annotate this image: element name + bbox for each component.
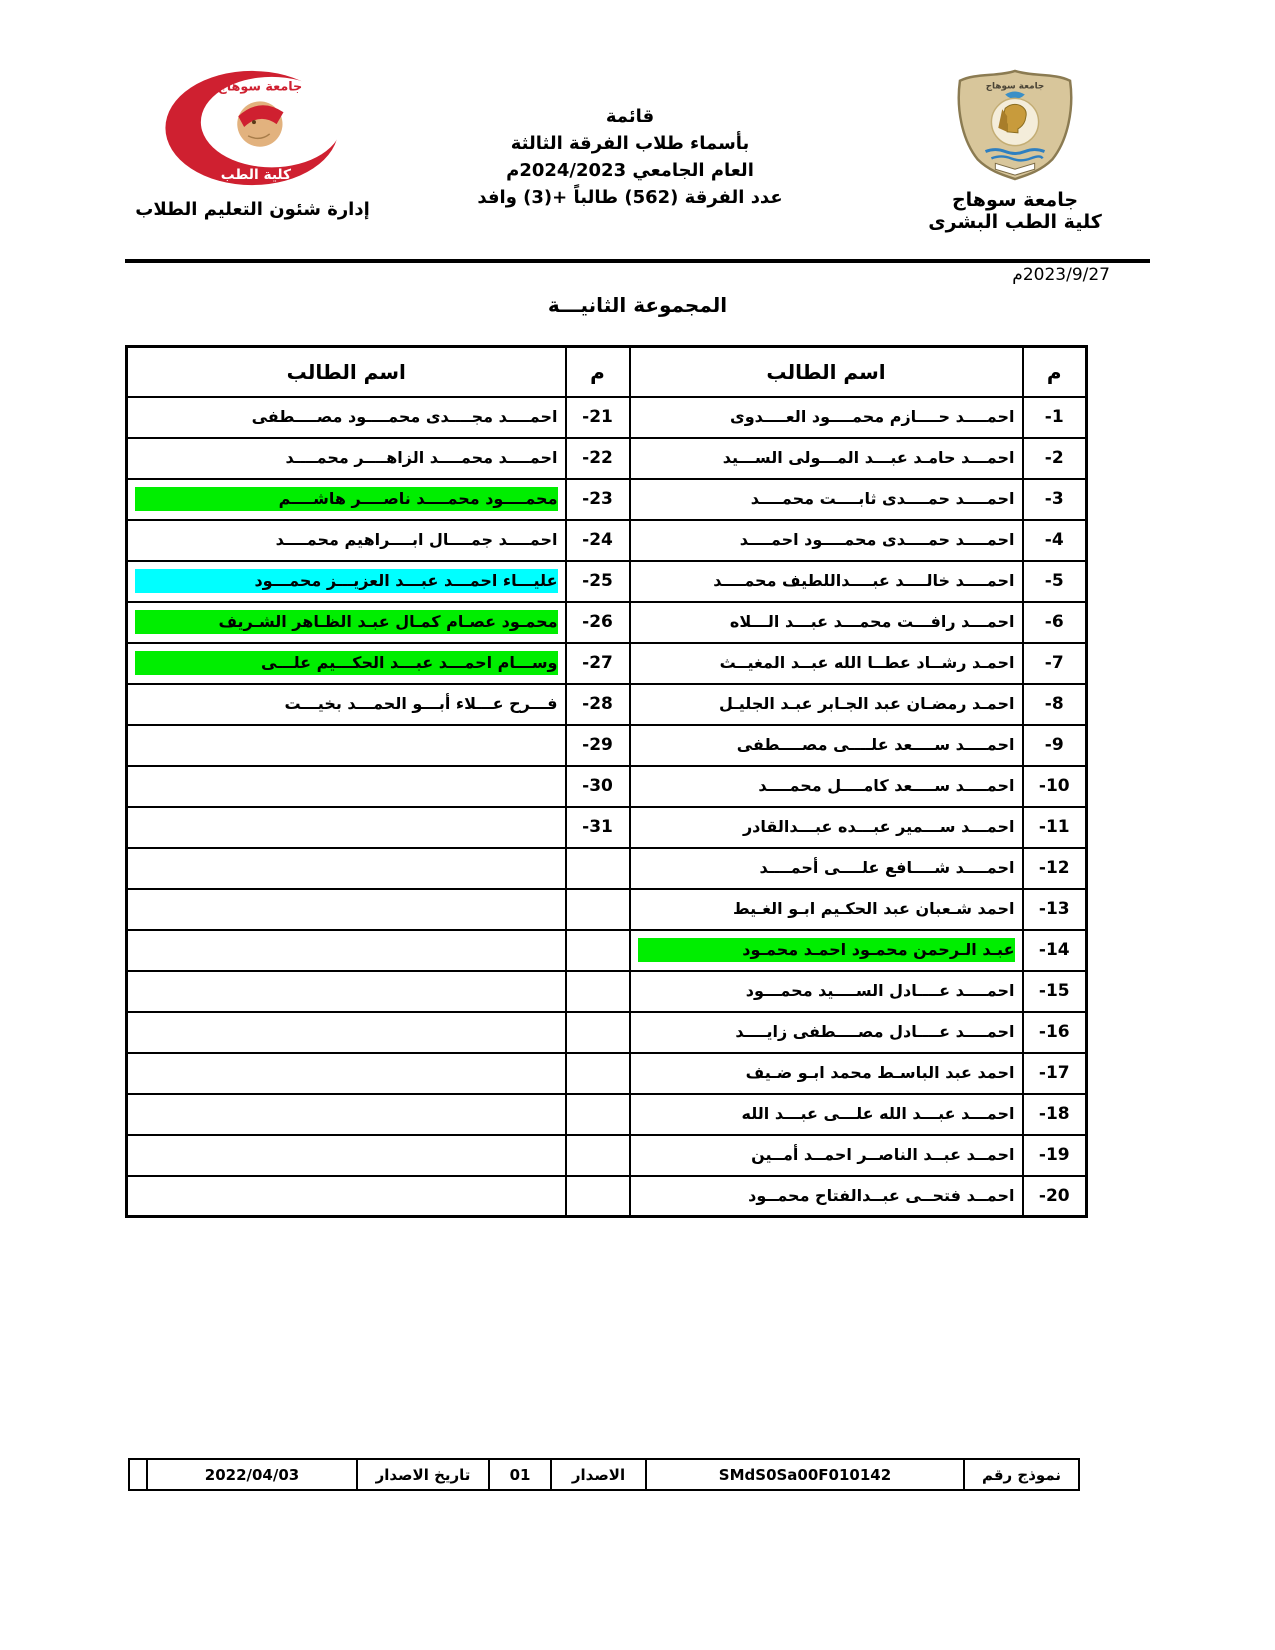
student-name-right: احمــــد حمــــدى محمــــود احمــــد [630, 520, 1023, 561]
student-name-left [127, 807, 566, 848]
student-name-left [127, 1053, 566, 1094]
student-name-right: احمـد رمضـان عبد الجـابر عبـد الجليـل [630, 684, 1023, 725]
student-name-left: احمــــد مجــــدى محمــــود مصــــطفى [127, 397, 566, 438]
table-row [127, 1094, 1087, 1135]
col-header-name-left: اسم الطالب [127, 347, 566, 397]
table-row [127, 971, 1087, 1012]
row-number-left [566, 930, 630, 971]
row-number-left: 29- [566, 725, 630, 766]
row-number-right: 5- [1023, 561, 1087, 602]
student-name-right: احمــد عبــد الناصــر احمــد أمــين [630, 1135, 1023, 1176]
footer-form-table [128, 1458, 1080, 1491]
table-row [127, 561, 1087, 602]
svg-text:جامعة سوهاج: جامعة سوهاج [985, 81, 1045, 92]
student-name-right: احمد عبد الباسـط محمد ابـو ضـيف [630, 1053, 1023, 1094]
student-table-body [127, 397, 1087, 1217]
table-row [127, 889, 1087, 930]
document-date: 2023/9/27م [1012, 265, 1110, 285]
row-number-right: 9- [1023, 725, 1087, 766]
table-header-row [127, 347, 1087, 397]
row-number-right: 12- [1023, 848, 1087, 889]
student-name-right: احمــــد شــــافع علــــى أحمــــد [630, 848, 1023, 889]
student-name-left [127, 848, 566, 889]
title-block [380, 55, 880, 211]
table-row [127, 643, 1087, 684]
table-row [127, 848, 1087, 889]
row-number-left: 31- [566, 807, 630, 848]
row-number-right: 8- [1023, 684, 1087, 725]
student-name-left [127, 971, 566, 1012]
table-row [127, 479, 1087, 520]
row-number-left: 26- [566, 602, 630, 643]
row-number-right: 19- [1023, 1135, 1087, 1176]
col-header-name-right: اسم الطالب [630, 347, 1023, 397]
row-number-left: 22- [566, 438, 630, 479]
student-name-left [127, 766, 566, 807]
footer-row [129, 1459, 1079, 1490]
university-shield-logo [949, 65, 1081, 181]
doc-title-line-4: عدد الفرقة (562) طالباً +(3) وافد [477, 187, 783, 208]
student-name-left: احمــــد محمــــد الزاهــــر محمــــد [127, 438, 566, 479]
svg-text:جامعة سوهاج: جامعة سوهاج [217, 79, 303, 95]
row-number-right: 16- [1023, 1012, 1087, 1053]
table-row [127, 1176, 1087, 1217]
page-header [125, 55, 1150, 247]
faculty-name: كلية الطب البشرى [928, 211, 1102, 233]
student-name-right: احمـــد عبـــد الله علـــى عبـــد الله [630, 1094, 1023, 1135]
table-row [127, 930, 1087, 971]
row-number-left: 25- [566, 561, 630, 602]
row-number-left: 27- [566, 643, 630, 684]
row-number-right: 17- [1023, 1053, 1087, 1094]
student-name-right: احمــــد حمــــدى ثابــــت محمــــد [630, 479, 1023, 520]
student-name-left [127, 1012, 566, 1053]
student-name-right: احمــــد عــــادل مصــــطفى زايــــد [630, 1012, 1023, 1053]
table-row [127, 438, 1087, 479]
row-number-right: 14- [1023, 930, 1087, 971]
row-number-right: 3- [1023, 479, 1087, 520]
faculty-medicine-logo [160, 67, 345, 189]
row-number-right: 7- [1023, 643, 1087, 684]
student-name-right: احمـــد حامـد عبـــد المـــولى الســـيد [630, 438, 1023, 479]
student-name-right: احمـد رشــاد عطــا الله عبــد المغيــث [630, 643, 1023, 684]
student-name-left: فـــرح عـــلاء أبـــو الحمـــد بخيـــت [127, 684, 566, 725]
student-name-right: عبـد الـرحمن محمـود احمـد محمـود [630, 930, 1023, 971]
table-row [127, 684, 1087, 725]
table-row [127, 1053, 1087, 1094]
form-number-value: SMdS0Sa00F010142 [646, 1459, 964, 1490]
row-number-right: 18- [1023, 1094, 1087, 1135]
student-name-right: احمـــد ســـمير عبـــده عبـــدالقادر [630, 807, 1023, 848]
footer-empty-cell [129, 1459, 147, 1490]
table-row [127, 766, 1087, 807]
table-row [127, 520, 1087, 561]
faculty-logo-block [125, 55, 380, 220]
row-number-left [566, 1094, 630, 1135]
student-name-left: محمــــود محمــــد ناصــــر هاشــــم [127, 479, 566, 520]
student-name-right: احمد شـعبان عبد الحكـيم ابـو الغـيط [630, 889, 1023, 930]
student-name-right: احمــــد حــــازم محمــــود العــــدوى [630, 397, 1023, 438]
university-block [880, 55, 1150, 233]
issue-label: الاصدار [551, 1459, 646, 1490]
col-header-number-right: م [1023, 347, 1087, 397]
doc-title-line-1: قائمة [605, 106, 655, 127]
student-name-left [127, 1135, 566, 1176]
issue-date-value: 2022/04/03 [147, 1459, 357, 1490]
row-number-left [566, 889, 630, 930]
student-name-right: احمــــد عــــادل الســــيد محمـــود [630, 971, 1023, 1012]
row-number-right: 15- [1023, 971, 1087, 1012]
row-number-left [566, 1012, 630, 1053]
form-number-label: نموذج رقم [964, 1459, 1079, 1490]
student-name-left [127, 1094, 566, 1135]
row-number-left [566, 1176, 630, 1217]
row-number-right: 4- [1023, 520, 1087, 561]
issue-date-label: تاريخ الاصدار [357, 1459, 489, 1490]
doc-title-line-2: بأسماء طلاب الفرقة الثالثة [510, 133, 750, 154]
row-number-left: 21- [566, 397, 630, 438]
student-name-left: محمـود عصـام كمـال عبـد الظـاهر الشـريف [127, 602, 566, 643]
table-row [127, 397, 1087, 438]
row-number-right: 20- [1023, 1176, 1087, 1217]
student-name-left [127, 1176, 566, 1217]
row-number-right: 2- [1023, 438, 1087, 479]
svg-text:كلية الطب: كلية الطب [220, 167, 292, 184]
doc-title-line-3: العام الجامعي 2024/2023م [506, 160, 754, 181]
student-name-right: احمــــد خالــــد عبــــداللطيف محمــــد [630, 561, 1023, 602]
row-number-right: 6- [1023, 602, 1087, 643]
student-name-left: وســـام احمـــد عبـــد الحكـــيم علـــى [127, 643, 566, 684]
student-name-right: احمــــد ســــعد علــــى مصــــطفى [630, 725, 1023, 766]
student-name-left [127, 889, 566, 930]
row-number-left [566, 1135, 630, 1176]
row-number-left: 24- [566, 520, 630, 561]
student-name-left: احمــــد جمــــال ابــــراهيم محمــــد [127, 520, 566, 561]
row-number-left: 30- [566, 766, 630, 807]
table-row [127, 602, 1087, 643]
row-number-right: 11- [1023, 807, 1087, 848]
student-name-left [127, 725, 566, 766]
student-name-right: احمـــد رافـــت محمـــد عبـــد الـــلاه [630, 602, 1023, 643]
student-name-right: احمــــد ســــعد كامــــل محمــــد [630, 766, 1023, 807]
student-name-left: عليـــاء احمـــد عبـــد العزيـــز محمـــود [127, 561, 566, 602]
row-number-left [566, 1053, 630, 1094]
row-number-left [566, 848, 630, 889]
row-number-left: 28- [566, 684, 630, 725]
department-label: إدارة شئون التعليم الطلاب [135, 199, 370, 220]
student-name-right: احمــد فتحــى عبــدالفتاح محمــود [630, 1176, 1023, 1217]
row-number-right: 10- [1023, 766, 1087, 807]
col-header-number-left: م [566, 347, 630, 397]
university-name: جامعة سوهاج [951, 189, 1079, 211]
student-name-left [127, 930, 566, 971]
row-number-left: 23- [566, 479, 630, 520]
group-title: المجموعة الثانيـــة [547, 293, 728, 317]
table-row [127, 725, 1087, 766]
row-number-right: 13- [1023, 889, 1087, 930]
table-row [127, 807, 1087, 848]
student-table [125, 345, 1088, 1218]
table-row [127, 1012, 1087, 1053]
table-row [127, 1135, 1087, 1176]
row-number-right: 1- [1023, 397, 1087, 438]
row-number-left [566, 971, 630, 1012]
issue-value: 01 [489, 1459, 551, 1490]
